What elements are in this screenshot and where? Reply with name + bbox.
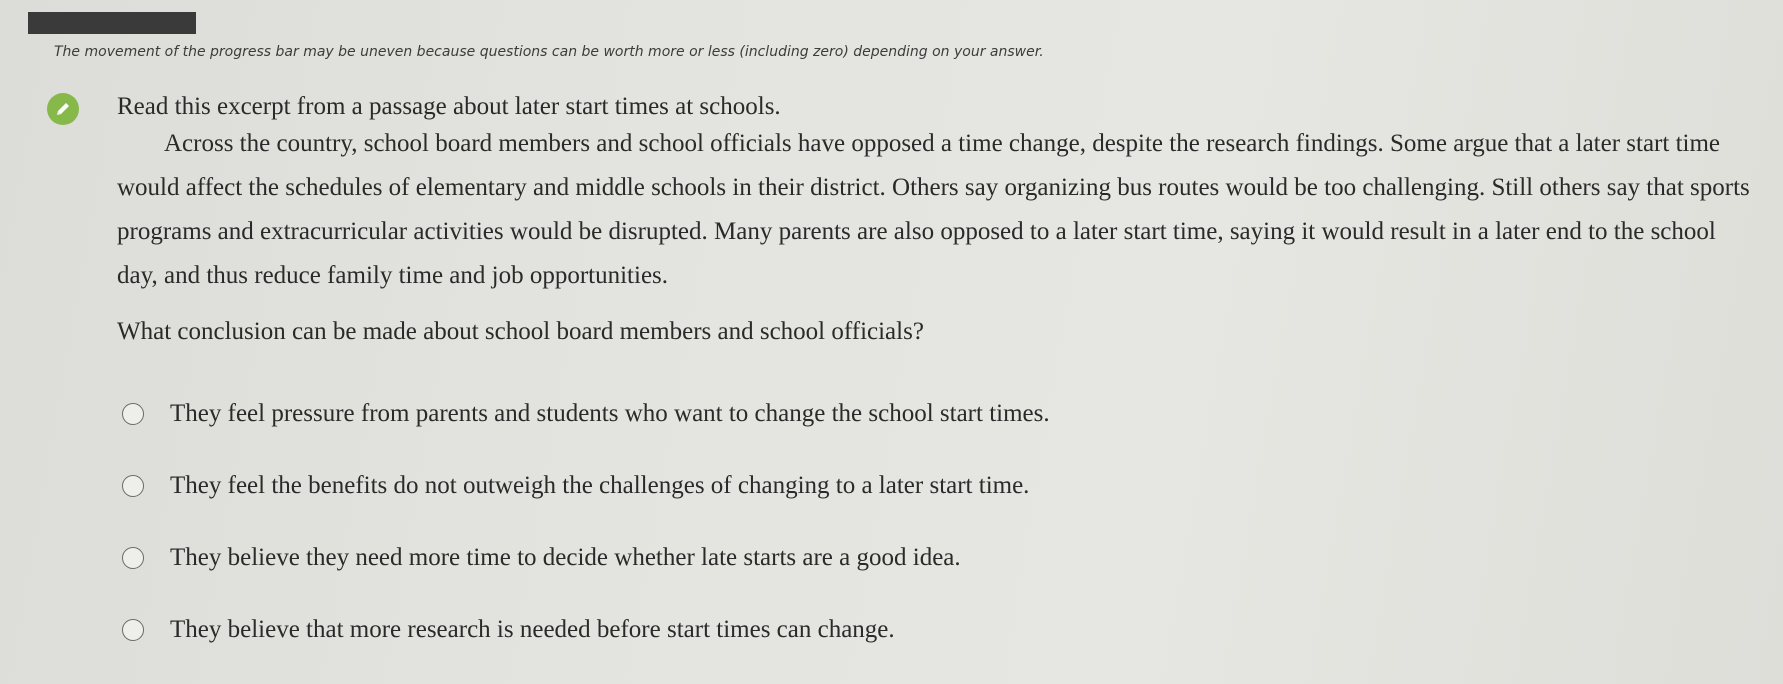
question-prompt: Read this excerpt from a passage about later start times at schools.: [117, 93, 781, 120]
answer-option-label: They believe that more research is needed before start times can change.: [170, 616, 895, 643]
radio-button[interactable]: [122, 619, 144, 641]
question-text: What conclusion can be made about school board members and school officials?: [117, 318, 924, 345]
radio-button[interactable]: [122, 547, 144, 569]
answer-option-label: They feel pressure from parents and students who want to change the school start times.: [170, 400, 1050, 427]
passage-excerpt: Across the country, school board members and school officials have opposed a time change, despite the research findings. Some argue that a later start time would affect the schedules of elementary and middle schools in their district. Others say organizing bus routes would be too challenging. Still others say that sports programs and extracurricular activities would be disrupted. Many parents are also opposed to a later start time, saying it would result in a later end to the school day, and thus reduce family time and job opportunities.: [117, 130, 1750, 289]
pencil-icon: [47, 93, 79, 125]
answer-option-c[interactable]: [122, 522, 1050, 594]
progress-bar: [28, 12, 196, 34]
answer-option-label: They believe they need more time to decide whether late starts are a good idea.: [170, 544, 961, 571]
radio-button[interactable]: [122, 475, 144, 497]
answer-option-a[interactable]: [122, 378, 1050, 450]
progress-fill: [28, 12, 196, 34]
progress-note: The movement of the progress bar may be uneven because questions can be worth more or less (including zero) depending on your answer.: [54, 44, 1044, 60]
answer-option-d[interactable]: [122, 594, 1050, 666]
answer-option-label: They feel the benefits do not outweigh the challenges of changing to a later start time.: [170, 472, 1030, 499]
pencil-glyph: [54, 100, 72, 118]
answer-option-b[interactable]: [122, 450, 1050, 522]
answer-options: [122, 378, 1050, 666]
radio-button[interactable]: [122, 403, 144, 425]
